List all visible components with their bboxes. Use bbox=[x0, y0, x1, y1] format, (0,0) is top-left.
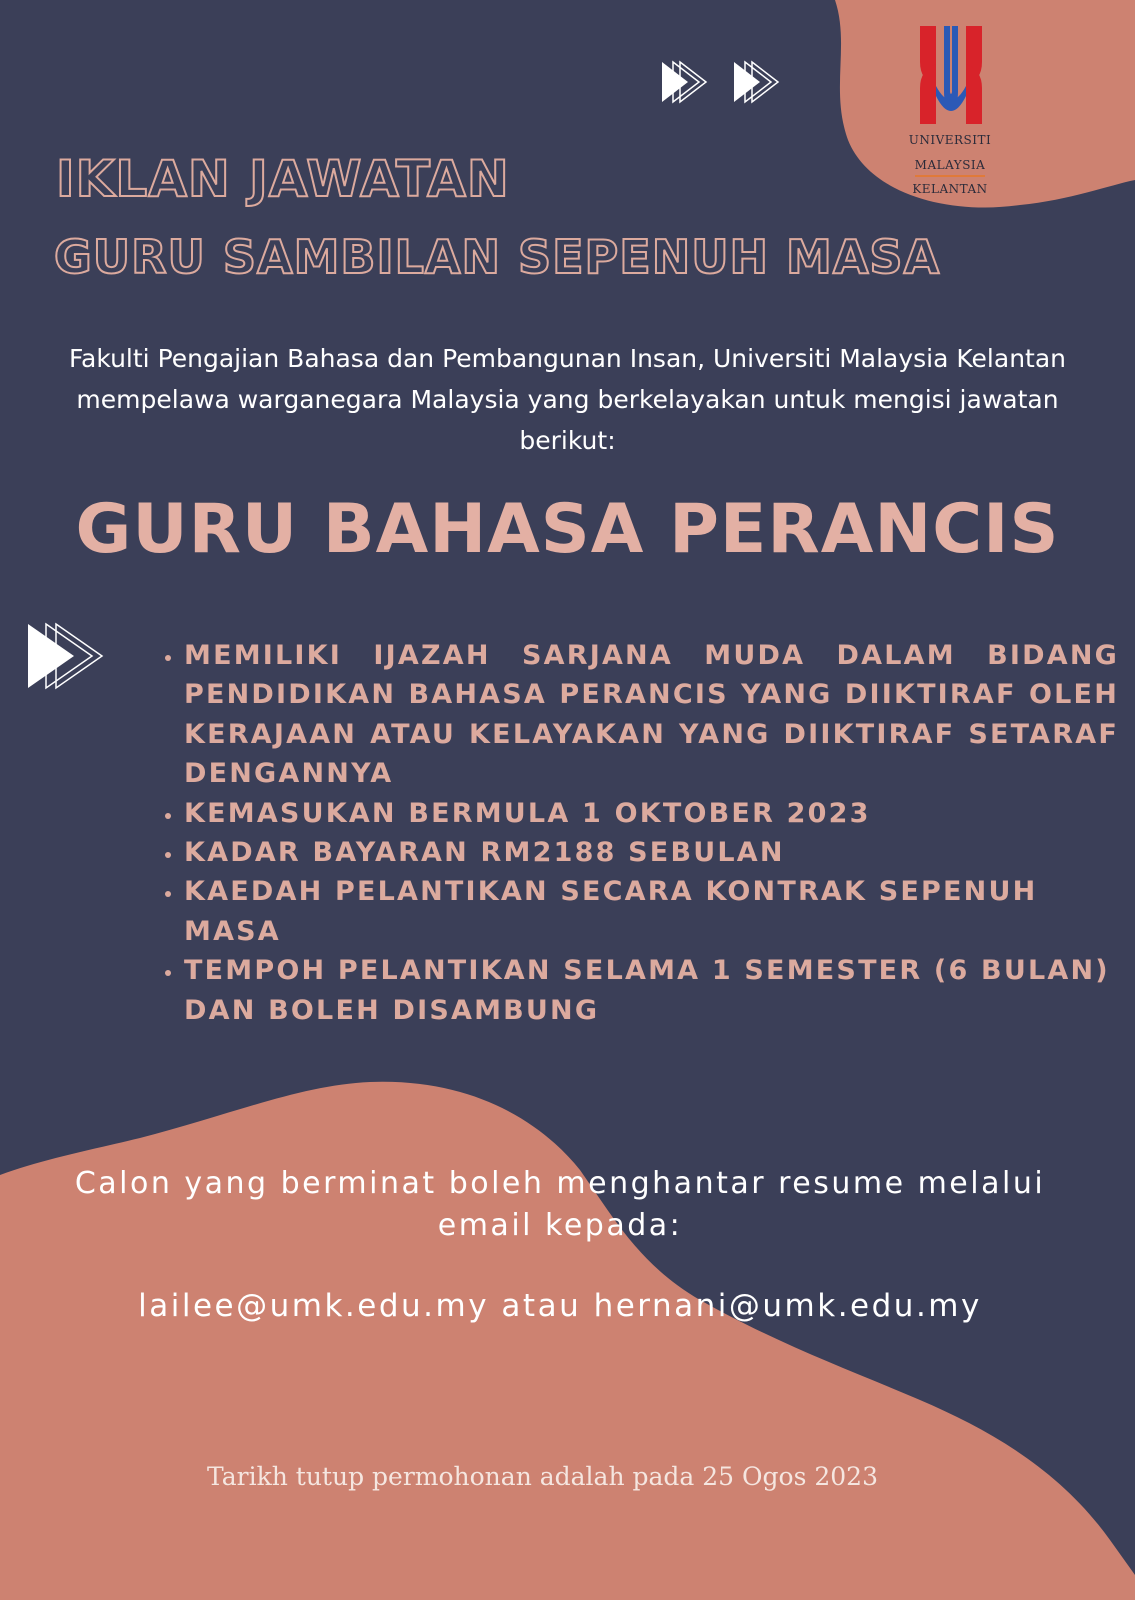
heading-iklan-jawatan: IKLAN JAWATAN bbox=[56, 150, 510, 208]
umk-emblem-icon bbox=[910, 22, 992, 128]
logo-line-kelantan: KELANTAN bbox=[912, 182, 988, 196]
requirement-item: • KAEDAH PELANTIKAN SECARA KONTRAK SEPENUH MASA bbox=[184, 872, 1119, 951]
logo-line-universiti: UNIVERSITI bbox=[908, 133, 992, 147]
contact-emails[interactable]: lailee@umk.edu.my atau hernani@umk.edu.my bbox=[138, 1288, 982, 1324]
closing-date: Tarikh tutup permohonan adalah pada 25 Ogos 2023 bbox=[207, 1462, 878, 1491]
umk-logo bbox=[900, 22, 1000, 202]
requirement-item: • KADAR BAYARAN RM2188 SEBULAN bbox=[184, 833, 1119, 872]
fast-forward-icon bbox=[26, 620, 110, 692]
requirement-item: • MEMILIKI IJAZAH SARJANA MUDA DALAM BIDANG PENDIDIKAN BAHASA PERANCIS YANG DIIKTIRAF OLEH KERAJAAN ATAU KELAYAKAN YANG DIIKTIRAF SETARAF DENGANNYA bbox=[184, 636, 1119, 794]
bottom-blob bbox=[0, 1082, 1135, 1600]
logo-divider bbox=[915, 175, 985, 177]
logo-line-malaysia: MALAYSIA bbox=[914, 158, 986, 172]
fast-forward-icon bbox=[732, 58, 786, 106]
requirements-list bbox=[144, 636, 1119, 1030]
requirement-item: • KEMASUKAN BERMULA 1 OKTOBER 2023 bbox=[184, 794, 1119, 833]
fast-forward-icon bbox=[660, 58, 714, 106]
job-title: GURU BAHASA PERANCIS bbox=[75, 490, 1060, 569]
heading-guru-sambilan: GURU SAMBILAN SEPENUH MASA bbox=[54, 230, 941, 284]
intro-paragraph: Fakulti Pengajian Bahasa dan Pembangunan Insan, Universiti Malaysia Kelantan mempelawa warganegara Malaysia yang berkelayakan untuk mengisi jawatan berikut: bbox=[68, 344, 1067, 455]
call-to-action: Calon yang berminat boleh menghantar resume melalui email kepada: bbox=[74, 1166, 1046, 1243]
requirement-item: • TEMPOH PELANTIKAN SELAMA 1 SEMESTER (6 BULAN) DAN BOLEH DISAMBUNG bbox=[184, 951, 1119, 1030]
